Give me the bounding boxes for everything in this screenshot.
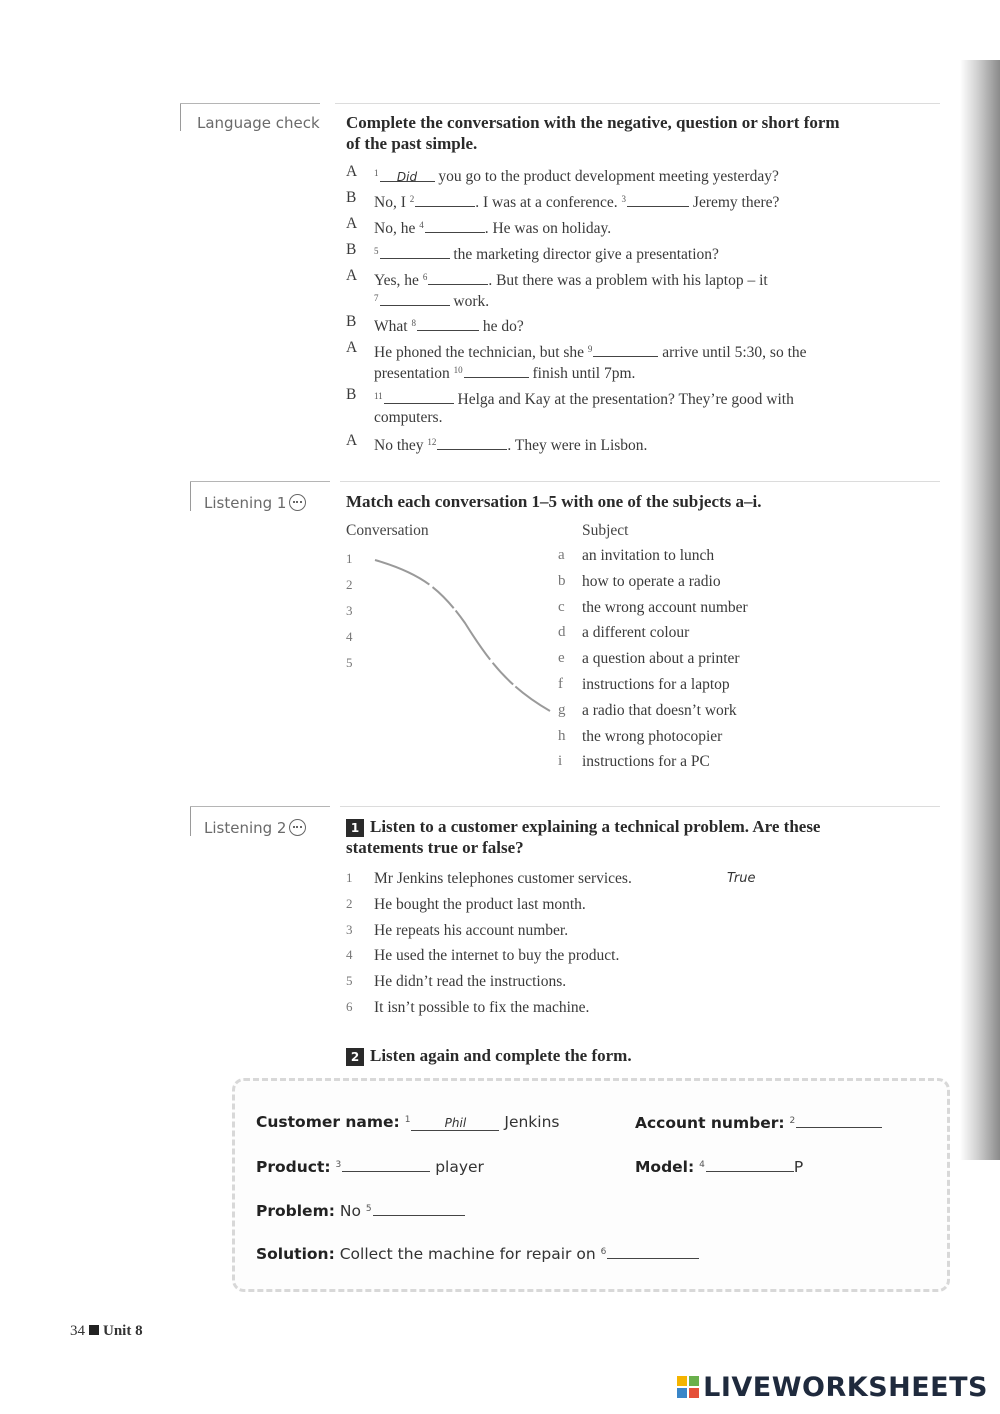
gap-number: 12 [427,437,437,447]
speaker-label: A [346,163,358,180]
customer-name-label: Customer name: [256,1113,400,1131]
subject-letter[interactable]: c [558,598,565,615]
line-text: . They were in Lisbon. [507,437,648,454]
section-rule [180,103,181,131]
gap-input[interactable] [384,389,454,404]
solution-label: Solution: [256,1245,335,1263]
statement-number: 5 [346,973,353,989]
statement-number: 2 [346,895,353,911]
audio-cd-icon[interactable] [289,494,306,511]
line-text: No, I [374,194,410,211]
form-model: Model: $^4$ P [635,1158,804,1176]
section-rule [340,806,940,807]
line-text: work. [449,293,490,310]
section-rule [190,806,191,836]
product-input[interactable] [342,1157,430,1172]
brand-name: LIVEWORKSHEETS [703,1372,988,1403]
subject-text: the wrong account number [582,598,748,616]
speaker-label: B [346,313,357,330]
line-text: . He was on holiday. [484,220,612,237]
form-customer-name: Customer name: $^1$ Phil Jenkins [256,1113,560,1131]
page-edge-shadow [960,60,1000,1160]
task-number-badge: 2 [346,1048,364,1066]
statement-number: 1 [346,870,353,885]
line-text: Helga and Kay at the presentation? They’re good with [453,391,794,408]
conversation-number[interactable]: 4 [346,629,353,644]
listening-1-label-text: Listening 1 [204,494,287,512]
answer-statement-1[interactable]: True [727,871,756,886]
section-rule [340,481,940,482]
gap-input[interactable] [417,316,479,331]
subject-letter[interactable]: g [558,701,566,718]
line-text: No they [374,437,428,454]
listening-2-task1-heading-line2: statements true or false? [346,838,524,857]
matching-line-drawing [340,548,560,718]
line-text: arrive until 5:30, so the [658,344,807,361]
audio-cd-icon[interactable] [289,819,306,836]
liveworksheets-mark-icon [677,1376,699,1398]
page-footer [70,1323,143,1340]
model-suffix: P [793,1158,804,1176]
line-text: Jeremy there? [689,194,780,211]
account-number-input[interactable] [796,1113,882,1128]
model-input[interactable] [706,1157,794,1172]
speaker-label: A [346,215,358,232]
gap-input[interactable] [425,218,485,233]
conversation-line [374,407,442,428]
line-text: . I was at a conference. [475,194,622,211]
subject-letter[interactable]: f [558,676,563,692]
subject-letter[interactable]: d [558,624,566,641]
task1-heading-text: Listen to a customer explaining a technical problem. Are these [370,817,821,836]
conversation-line [374,189,779,213]
column-subject: Subject [582,522,629,539]
line-text: What [374,318,412,335]
conversation-line [374,163,779,187]
gap-number: 10 [453,365,463,375]
section-rule [190,481,191,511]
gap-number: 3 [621,194,627,204]
subject-text: an invitation to lunch [582,547,715,564]
statement-number: 6 [346,999,353,1014]
statement-number: 3 [346,921,353,937]
product-label: Product: [256,1158,331,1176]
form-solution: Solution: Collect the machine for repair on $^6$ [256,1244,699,1263]
gap-input[interactable] [627,192,689,207]
subject-letter[interactable]: h [558,727,566,744]
line-text: the marketing director give a presentation? [449,246,719,263]
listening-2-task2-heading [346,1045,632,1066]
conversation-number[interactable]: 1 [346,551,353,566]
statement-text: He bought the product last month. [374,895,586,913]
customer-surname: Jenkins [504,1113,560,1131]
square-bullet-icon [89,1325,99,1335]
line-text: you go to the product development meeting yesterday? [434,168,779,185]
model-label: Model: [635,1158,695,1176]
gap-number: 8 [411,318,416,328]
form-product: Product: $^3$ player [256,1158,484,1176]
speaker-label: A [346,267,358,284]
statement-text: He repeats his account number. [374,921,569,939]
line-text: presentation [374,365,454,382]
subject-text: instructions for a laptop [582,676,730,693]
conversation-line [374,241,719,265]
matching-line [375,560,550,711]
unit-label: Unit 8 [103,1323,143,1339]
listening-2-label-text: Listening 2 [204,819,287,837]
line-text: . But there was a problem with his laptop – it [488,272,768,289]
gap-number: 11 [374,391,383,401]
column-conversation: Conversation [346,522,429,539]
gap-number: 5 [374,246,379,256]
subject-letter[interactable]: e [558,650,565,667]
form-problem: Problem: No $^5$ [256,1201,465,1220]
section-rule [190,806,330,807]
gap-number: 4 [419,220,424,230]
task-number-badge: 1 [346,819,364,837]
section-rule [190,481,330,482]
conversation-line [374,288,489,312]
task2-heading-text: Listen again and complete the form. [370,1046,632,1065]
problem-label: Problem: [256,1202,335,1220]
gap-input[interactable]: Did [380,167,435,182]
speaker-label: B [346,386,357,403]
gap-input[interactable] [415,192,475,207]
solution-date-input[interactable] [607,1244,699,1259]
statement-text: He used the internet to buy the product. [374,947,620,965]
speaker-label: A [346,432,358,449]
gap-number: 9 [587,344,593,354]
statement-text: He didn’t read the instructions. [374,973,567,991]
line-text: Yes, he [374,272,423,289]
problem-input[interactable] [373,1201,465,1216]
line-text: He phoned the technician, but she [374,344,588,361]
subject-text: the wrong photocopier [582,727,723,745]
speaker-label: B [346,189,357,206]
conversation-line [374,360,635,384]
liveworksheets-logo [677,1372,988,1403]
subject-letter[interactable]: a [558,547,565,563]
customer-name-input[interactable]: Phil [411,1116,499,1131]
line-text: he do? [478,318,524,335]
account-number-label: Account number: [635,1114,785,1132]
gap-input[interactable] [428,270,488,285]
speaker-label: A [346,339,358,356]
form-account-number: Account number: $^2$ [635,1113,882,1132]
subject-text: a question about a printer [582,650,740,668]
subject-text: a radio that doesn’t work [582,701,737,719]
problem-prefix: No [339,1202,361,1220]
subject-text: a different colour [582,624,690,642]
gap-input[interactable] [593,342,658,357]
subject-letter[interactable]: i [558,753,563,770]
gap-input[interactable] [380,244,450,259]
statement-text: Mr Jenkins telephones customer services. [374,870,632,887]
statement-number: 4 [346,947,353,963]
subject-text: how to operate a radio [582,572,721,590]
gap-number: 7 [374,293,379,303]
conversation-number[interactable]: 2 [346,577,353,592]
gap-number: 6 [422,272,428,282]
line-text: computers. [374,409,443,426]
listening-1-heading: Match each conversation 1–5 with one of the subjects a–i. [346,492,762,511]
section-label-language-check: Language check [197,114,320,132]
conversation-line [374,313,524,337]
subject-letter[interactable]: b [558,572,566,589]
line-text: finish until 7pm. [528,365,636,382]
section-label-listening-1 [204,494,306,512]
conversation-number[interactable]: 3 [346,603,353,618]
conversation-line [374,215,611,239]
conversation-number[interactable]: 5 [346,655,353,670]
line-text: No, he [374,220,420,237]
section-rule [335,103,940,104]
speaker-label: B [346,241,357,258]
gap-number: 1 [374,168,379,178]
gap-input[interactable] [380,291,450,306]
gap-input[interactable] [437,435,507,450]
conversation-line [374,432,647,456]
gap-input[interactable] [464,363,529,378]
section-rule [180,103,320,104]
statement-text: It isn’t possible to fix the machine. [374,999,590,1016]
solution-text: Collect the machine for repair on [339,1245,596,1263]
subject-text: instructions for a PC [582,753,710,771]
gap-number: 2 [409,194,415,204]
page-number: 34 [70,1323,85,1339]
product-suffix: player [435,1158,484,1176]
section-label-listening-2 [204,819,306,837]
listening-2-task1-heading-line1 [346,816,820,837]
language-check-heading-line2: of the past simple. [346,134,478,153]
language-check-heading-line1: Complete the conversation with the negative, question or short form [346,113,840,132]
